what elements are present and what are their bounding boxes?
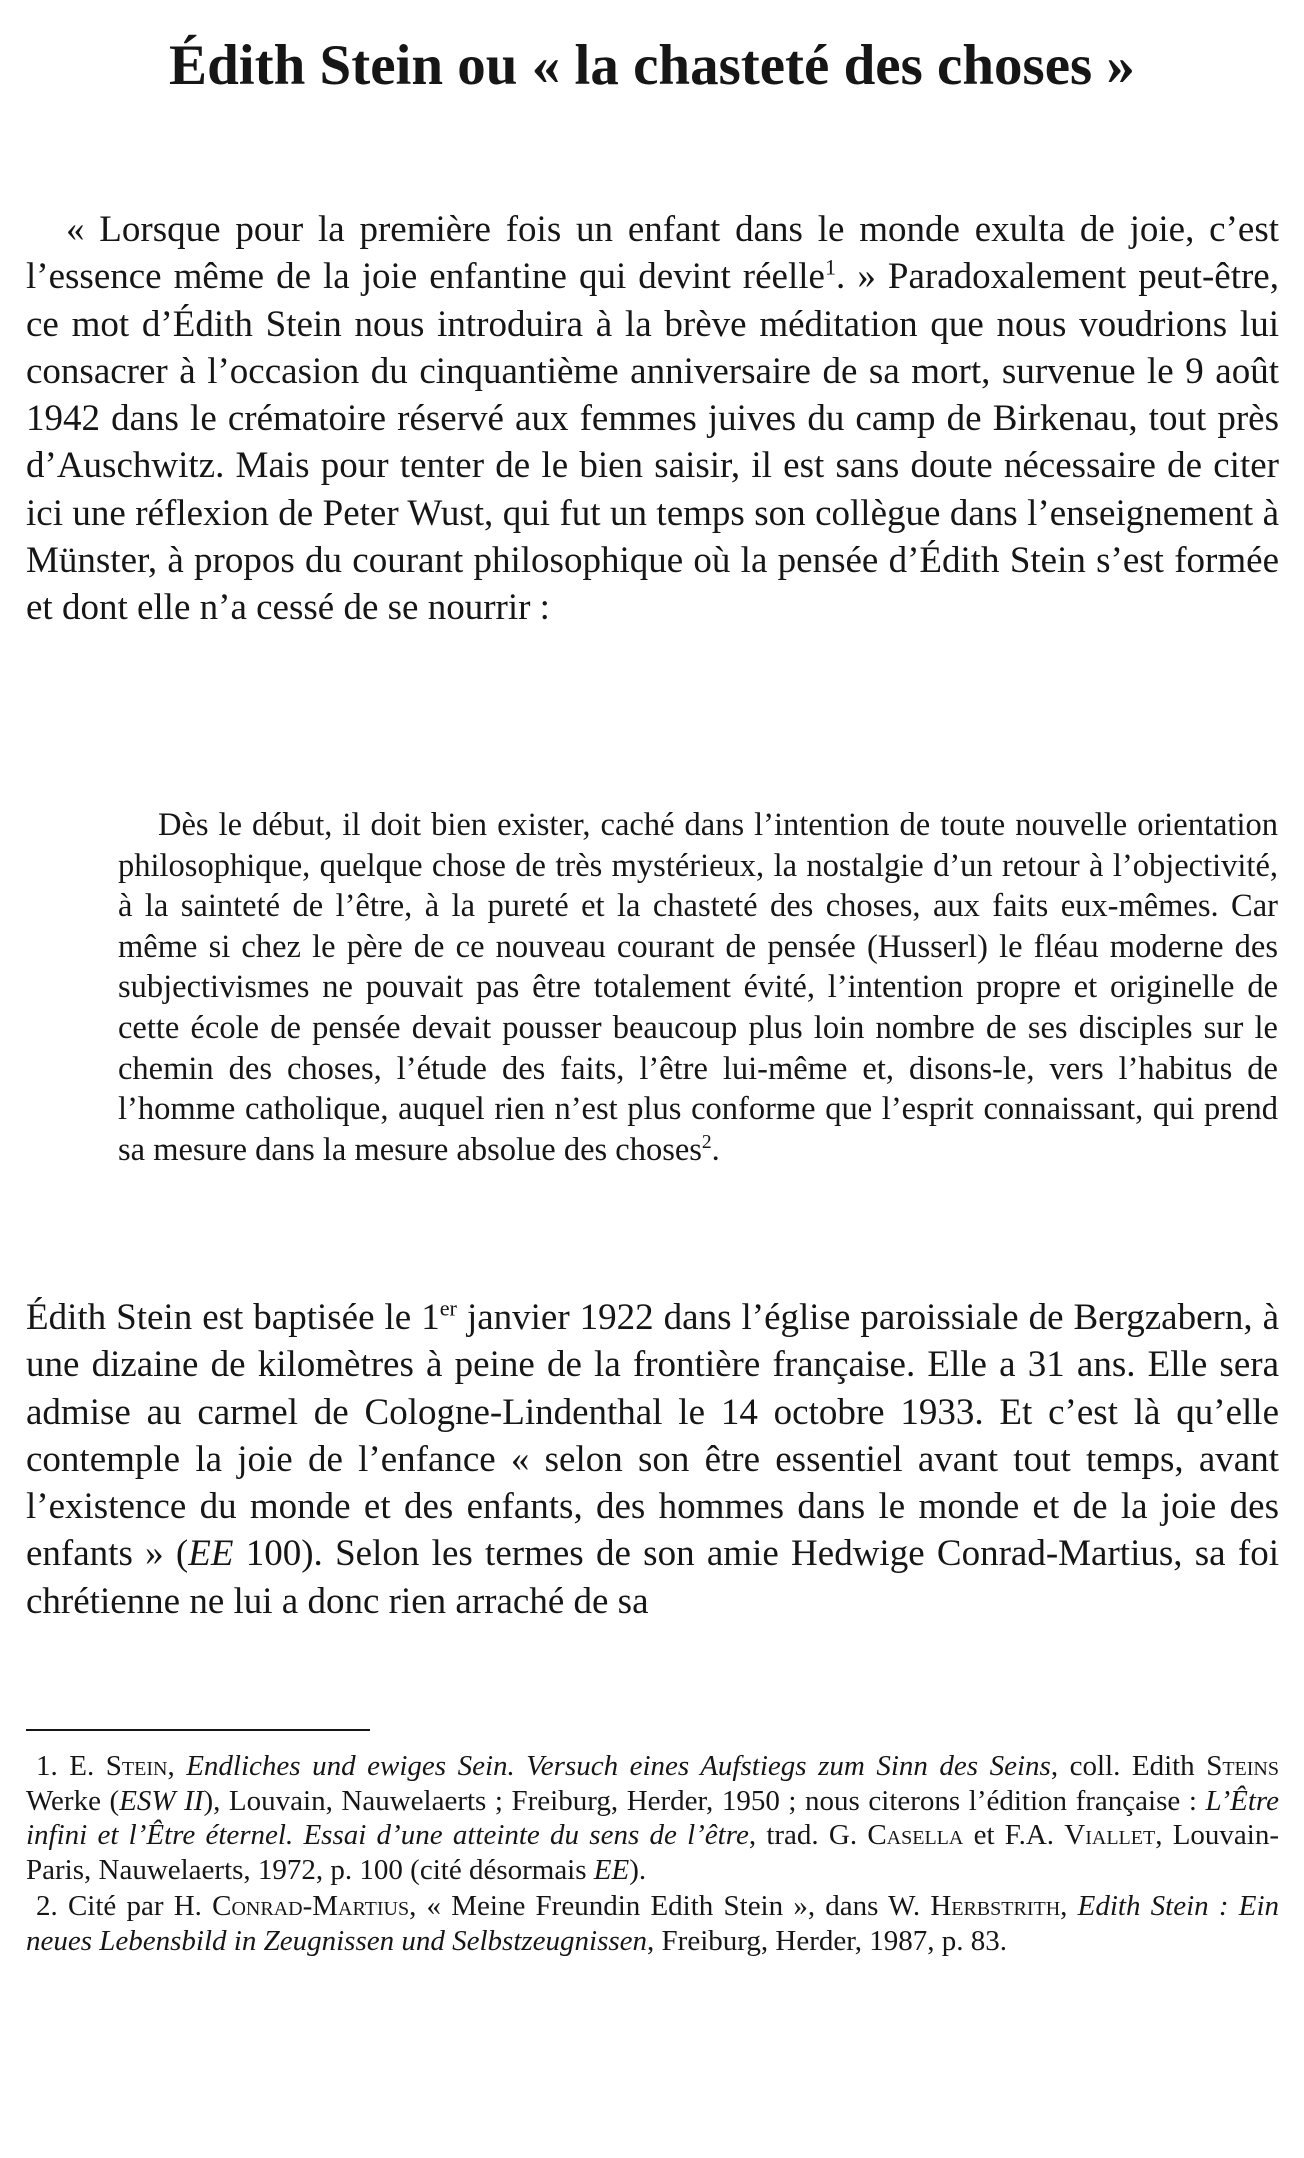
footnote-2-author: Conrad-Martius xyxy=(212,1890,410,1923)
footnotes xyxy=(26,1749,1279,1959)
footnote-1-sep: , Louvain-Paris, Nauwelaerts, 1972, p. 100 (cité désormais xyxy=(26,1819,1279,1886)
footnote-1-ee: EE xyxy=(593,1853,630,1886)
footnote-1-sep: , coll. Edith xyxy=(1050,1750,1207,1782)
paragraph-baptism-text-b: janvier 1922 dans l’église paroissiale de Bergzabern, à une dizaine de kilomètres à peine de la frontière française. Elle a 31 ans. Elle sera admise au carmel de Cologne-Lindenthal le 14 octobre 1933. Et c’est là qu’elle contemple la joie de l’enfance « selon son être essentiel avant tout temps, avant l’existence du monde et des enfants, des hommes dans le monde et de la joie des enfants » ( xyxy=(26,1297,1279,1575)
footnote-separator xyxy=(26,1729,370,1731)
footnote-1-author: Stein xyxy=(105,1750,168,1782)
footnote-1-sep: , trad. G. xyxy=(748,1819,868,1852)
footnote-ref-2[interactable]: 2 xyxy=(701,1131,712,1153)
footnote-2-sep: , Freiburg, Herder, 1987, p. 83. xyxy=(647,1924,1007,1957)
footnote-1-title-fr: L’Être infini et l’Être éternel. Essai d’une atteinte du sens de l’être xyxy=(26,1784,1280,1852)
footnote-1-sep: Werke ( xyxy=(26,1784,120,1817)
footnote-1-sep: ). xyxy=(629,1853,647,1886)
paragraph-baptism xyxy=(26,1294,1279,1625)
footnote-1-title-de: Endliches und ewiges Sein. Versuch eines Aufstiegs zum Sinn des Seins xyxy=(186,1750,1051,1782)
footnote-1 xyxy=(26,1749,1279,1887)
paragraph-baptism-text-a: Édith Stein est baptisée le 1 xyxy=(26,1297,440,1338)
ordinal-superscript: er xyxy=(439,1295,457,1321)
paragraph-baptism-text-c: 100). Selon les termes de son amie Hedwige Conrad-Martius, sa foi chrétienne ne lui a donc rien arraché de sa xyxy=(26,1533,1279,1622)
footnote-1-sep: et F.A. xyxy=(963,1819,1065,1852)
footnote-1-publisher: ), Louvain, Nauwelaerts ; Freiburg, Herder, 1950 ; nous citerons l’édition française : xyxy=(203,1784,1206,1817)
block-quote-text: Dès le début, il doit bien exister, caché dans l’intention de toute nouvelle orientation philosophique, quelque chose de très mystérieux, la nostalgie d’un retour à l’objectivité, à la sainteté de l’être, à la pureté et la chasteté des choses, aux faits eux-mêmes. Car même si chez le père de ce nouveau courant de pensée (Husserl) le fléau moderne des subjectivismes ne pouvait pas être totalement évité, l’intention propre et originelle de cette école de pensée devait pousser beaucoup plus loin nombre de ses disciples sur le chemin des choses, l’étude des faits, l’être lui-même et, disons-le, vers l’habitus de l’homme catholique, auquel rien n’est plus conforme que l’esprit connaissant, qui prend sa mesure dans la mesure absolue des choses xyxy=(118,807,1278,1168)
footnote-1-esw: ESW II xyxy=(119,1784,204,1817)
footnote-2 xyxy=(26,1889,1279,1958)
footnote-ref-1[interactable]: 1 xyxy=(824,254,837,280)
footnote-2-editor: Herbstrith xyxy=(930,1890,1061,1923)
block-quote-wust xyxy=(118,805,1278,1170)
footnote-1-sep: , xyxy=(167,1750,187,1782)
paragraph-intro xyxy=(26,206,1279,632)
paragraph-intro-text-a: « Lorsque pour la première fois un enfant dans le monde exulta de joie, c’est l’essence même de la joie enfantine qui devint réelle xyxy=(26,209,1279,298)
footnote-1-translator-1: Casella xyxy=(867,1819,964,1852)
block-quote-end: . xyxy=(711,1131,720,1168)
abbreviation-ee: EE xyxy=(188,1533,234,1575)
paragraph-intro-text-b: . » Paradoxalement peut-être, ce mot d’Édith Stein nous introduira à la brève méditation que nous voudrions lui consacrer à l’occasion du cinquantième anniversaire de sa mort, survenue le 9 août 1942 dans le crématoire réservé aux femmes juives du camp de Birkenau, tout près d’Auschwitz. Mais pour tenter de le bien saisir, il est sans doute nécessaire de citer ici une réflexion de Peter Wust, qui fut un temps son collègue dans l’enseignement à Münster, à propos du courant philosophique où la pensée d’Édith Stein s’est formée et dont elle n’a cessé de se nourrir : xyxy=(26,256,1279,629)
footnote-2-sep: , « Meine Freundin Edith Stein », dans W. xyxy=(409,1890,931,1923)
footnote-2-number: 2. Cité par H. xyxy=(36,1890,213,1923)
chapter-title: Édith Stein ou « la chasteté des choses » xyxy=(169,34,1135,97)
footnote-1-translator-2: Viallet xyxy=(1064,1819,1156,1852)
footnote-2-book: Edith Stein : Ein neues Lebensbild in Zeugnissen und Selbstzeugnissen xyxy=(26,1890,1279,1957)
footnote-1-steins: Steins xyxy=(1206,1750,1279,1782)
footnote-1-number: 1. E. xyxy=(36,1750,106,1782)
footnote-2-sep: , xyxy=(1060,1890,1078,1923)
